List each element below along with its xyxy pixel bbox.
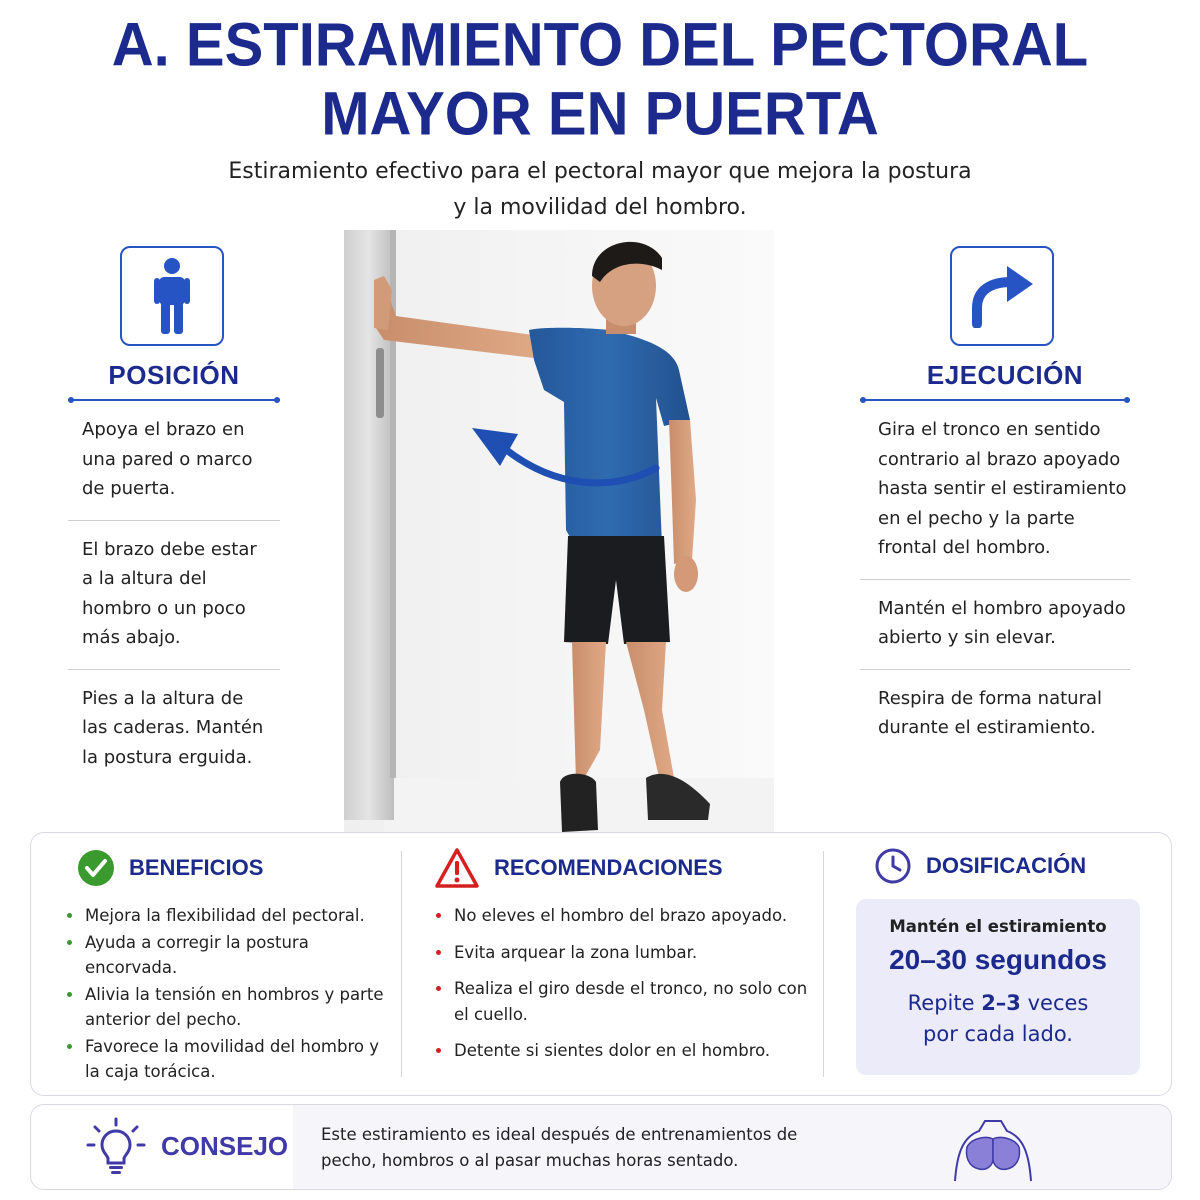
list-item: Ayuda a corregir la postura encorvada. xyxy=(85,930,385,981)
check-circle-icon xyxy=(77,849,115,887)
list-item: Mejora la flexibilidad del pectoral. xyxy=(85,903,385,929)
page-title: A. ESTIRAMIENTO DEL PECTORAL MAYOR EN PUERTA xyxy=(111,10,1089,149)
recommendations-list xyxy=(454,903,814,1075)
recommendations-section xyxy=(401,851,823,1077)
benefits-heading: BENEFICIOS xyxy=(129,855,264,880)
turn-arrow-icon xyxy=(967,264,1037,328)
person-icon xyxy=(152,256,192,336)
execution-column xyxy=(860,246,1130,759)
execution-divider xyxy=(860,399,1130,401)
position-item: El brazo debe estar a la altura del hombro o un poco más abajo. xyxy=(68,520,280,669)
list-item: Detente si sientes dolor en el hombro. xyxy=(454,1038,814,1064)
tip-bar xyxy=(30,1104,1172,1190)
execution-item: Respira de forma natural durante el estiramiento. xyxy=(860,669,1130,759)
tip-text: Este estiramiento es ideal después de entrenamientos de pecho, hombros o al pasar muchas horas sentado. xyxy=(321,1125,798,1170)
recommendations-heading: RECOMENDACIONES xyxy=(494,855,723,880)
benefits-list xyxy=(85,903,385,1086)
list-item: Favorece la movilidad del hombro y la caja torácica. xyxy=(85,1034,385,1085)
chest-muscles-icon xyxy=(949,1113,1037,1183)
warning-icon xyxy=(434,847,480,889)
execution-item: Gira el tronco en sentido contrario al brazo apoyado hasta sentir el estiramiento en el pecho y la parte frontal del hombro. xyxy=(878,419,1127,558)
position-icon-box xyxy=(120,246,224,346)
execution-icon-box xyxy=(950,246,1054,346)
info-panel xyxy=(30,832,1172,1096)
tip-label: CONSEJO xyxy=(161,1131,289,1161)
position-column xyxy=(68,246,280,788)
execution-item: Mantén el hombro apoyado abierto y sin elevar. xyxy=(860,579,1130,669)
dosage-repetitions: Repite 2–3 veces por cada lado. xyxy=(907,991,1089,1046)
list-item: Alivia la tensión en hombros y parte anterior del pecho. xyxy=(85,982,385,1033)
dosage-heading: DOSIFICACIÓN xyxy=(926,853,1087,878)
list-item: No eleves el hombro del brazo apoyado. xyxy=(454,903,814,929)
position-item: Pies a la altura de las caderas. Mantén la postura erguida. xyxy=(68,669,280,789)
dosage-duration: 20–30 segundos xyxy=(889,944,1107,975)
list-item: Evita arquear la zona lumbar. xyxy=(454,940,814,966)
recommendations-header xyxy=(434,847,723,889)
dosage-header xyxy=(874,847,1086,885)
dosage-box xyxy=(856,899,1140,1075)
execution-heading: EJECUCIÓN xyxy=(926,360,1084,390)
position-heading: POSICIÓN xyxy=(108,360,240,390)
lightbulb-icon xyxy=(85,1117,147,1179)
list-item: Realiza el giro desde el tronco, no solo con el cuello. xyxy=(454,976,814,1027)
dosage-hold-label: Mantén el estiramiento xyxy=(889,917,1107,936)
page-subtitle: Estiramiento efectivo para el pectoral mayor que mejora la postura y la movilidad del hombro. xyxy=(228,159,972,220)
position-item: Apoya el brazo en una pared o marco de puerta. xyxy=(82,419,253,499)
benefits-section xyxy=(31,833,401,1095)
dosage-section xyxy=(823,851,1173,1077)
clock-icon xyxy=(874,847,912,885)
stretch-photo xyxy=(344,230,774,832)
position-divider xyxy=(68,399,280,401)
benefits-header xyxy=(77,849,263,887)
